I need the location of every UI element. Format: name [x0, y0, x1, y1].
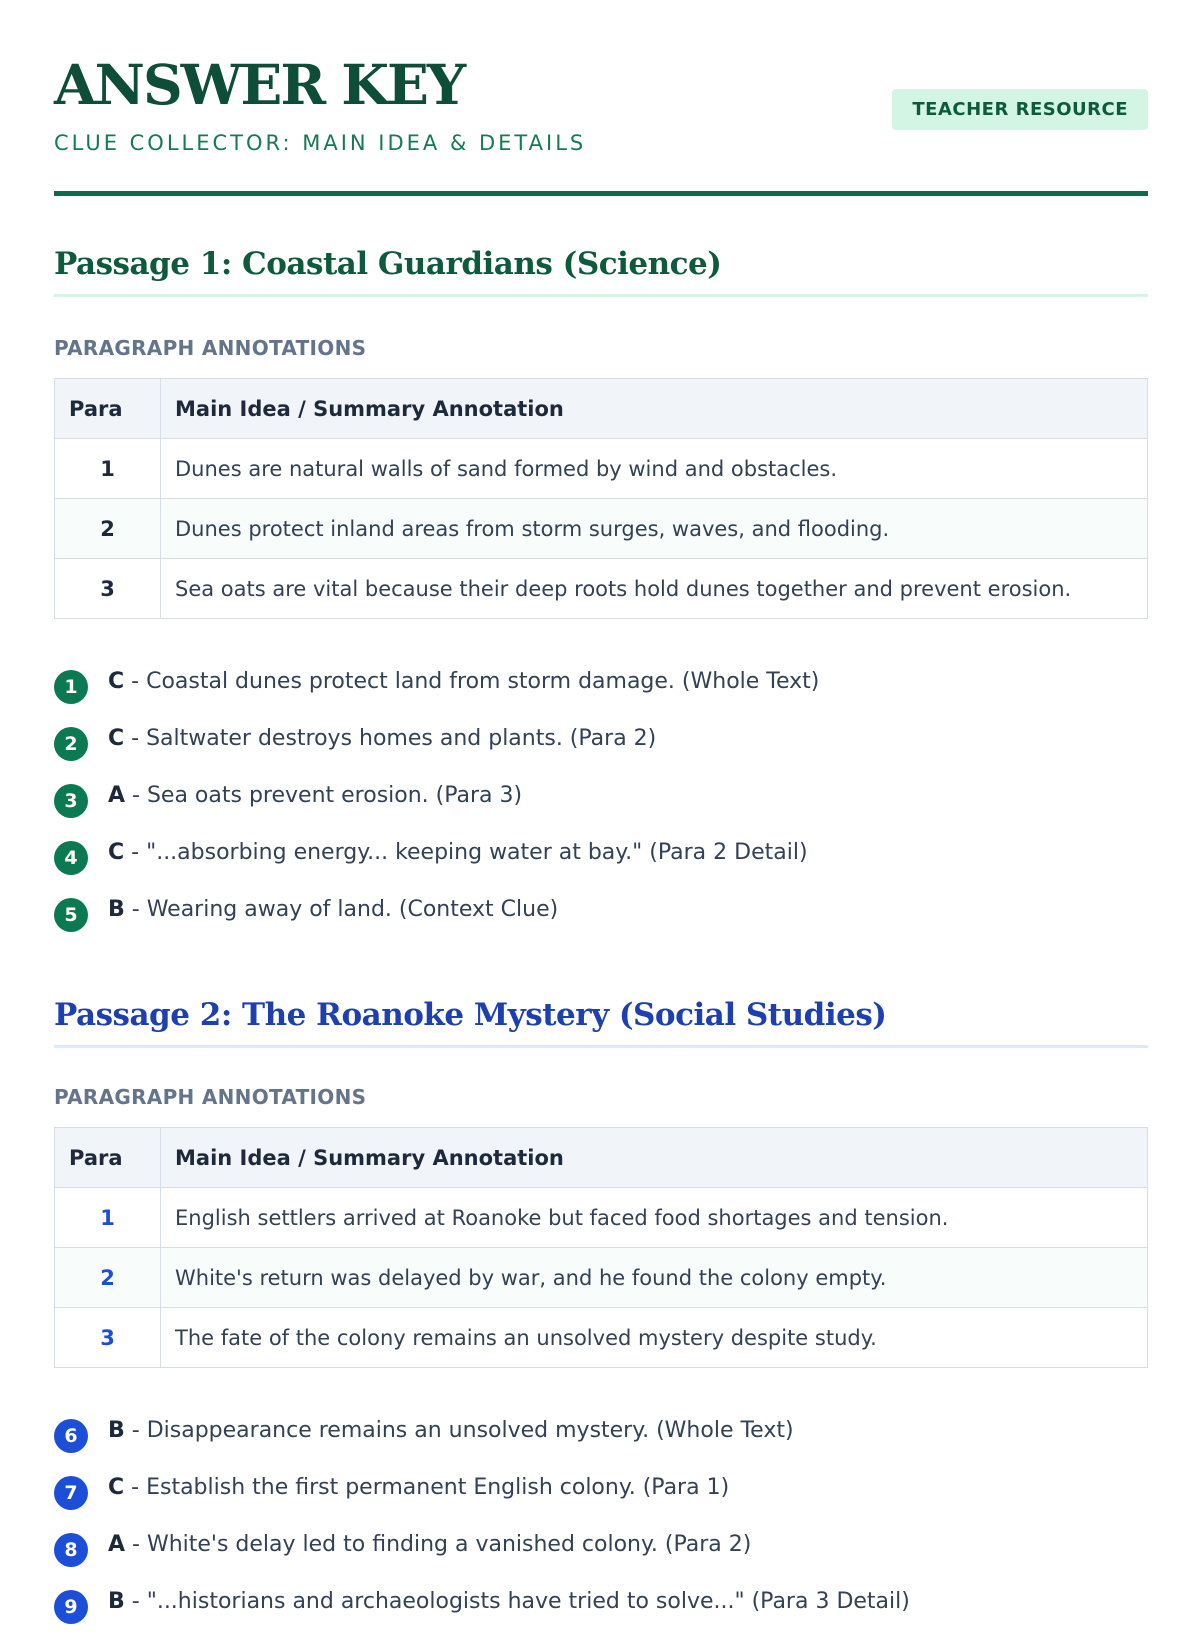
summary-annotation: White's return was delayed by war, and he found the colony empty. — [161, 1248, 1148, 1308]
question-number-badge: 8 — [54, 1533, 88, 1567]
answer-explanation: - White's delay led to finding a vanished colony. (Para 2) — [125, 1532, 752, 1557]
answer-letter: B — [108, 897, 125, 922]
passage-1-annotations-label: PARAGRAPH ANNOTATIONS — [54, 336, 367, 360]
question-number-badge: 3 — [54, 784, 88, 818]
table-row — [55, 439, 1148, 499]
para-number: 3 — [55, 559, 161, 619]
teacher-resource-badge: TEACHER RESOURCE — [892, 89, 1148, 130]
summary-annotation: Dunes are natural walls of sand formed by wind and obstacles. — [161, 439, 1148, 499]
page-title: ANSWER KEY — [54, 52, 465, 117]
summary-column-header: Main Idea / Summary Annotation — [161, 379, 1148, 439]
para-number: 2 — [55, 499, 161, 559]
table-row — [55, 1248, 1148, 1308]
answer-explanation: - Sea oats prevent erosion. (Para 3) — [125, 783, 523, 808]
table-row — [55, 1188, 1148, 1248]
table-row — [55, 1308, 1148, 1368]
question-number-badge: 5 — [54, 898, 88, 932]
answer-explanation: - Disappearance remains an unsolved mystery. (Whole Text) — [124, 1418, 794, 1443]
answer-explanation: - Coastal dunes protect land from storm damage. (Whole Text) — [124, 669, 820, 694]
answer-letter: C — [108, 726, 125, 751]
summary-annotation: English settlers arrived at Roanoke but faced food shortages and tension. — [161, 1188, 1148, 1248]
table-header-row — [55, 379, 1148, 439]
answer-key-page — [54, 0, 1148, 1618]
question-number-badge: 2 — [54, 727, 88, 761]
summary-annotation: Sea oats are vital because their deep roots hold dunes together and prevent erosion. — [161, 559, 1148, 619]
answer-explanation: - "...absorbing energy... keeping water at bay." (Para 2 Detail) — [124, 840, 808, 865]
passage-2-annotations-label: PARAGRAPH ANNOTATIONS — [54, 1085, 367, 1109]
answer-letter: A — [108, 783, 126, 808]
question-number-badge: 7 — [54, 1476, 88, 1510]
passage-2-annotation-table — [54, 1127, 1148, 1368]
question-number-badge: 1 — [54, 670, 88, 704]
para-number: 3 — [55, 1308, 161, 1368]
table-header-row — [55, 1128, 1148, 1188]
page-subtitle: CLUE COLLECTOR: MAIN IDEA & DETAILS — [54, 131, 587, 155]
question-number-badge: 6 — [54, 1419, 88, 1453]
answer-letter: A — [108, 1532, 126, 1557]
passage-1-title: Passage 1: Coastal Guardians (Science) — [54, 246, 1148, 297]
para-number: 2 — [55, 1248, 161, 1308]
answer-explanation: - "...historians and archaeologists have tried to solve..." (Para 3 Detail) — [124, 1589, 910, 1614]
passage-2-title: Passage 2: The Roanoke Mystery (Social Studies) — [54, 997, 1148, 1048]
question-number-badge: 4 — [54, 841, 88, 875]
answer-letter: B — [108, 1589, 125, 1614]
para-number: 1 — [55, 439, 161, 499]
para-number: 1 — [55, 1188, 161, 1248]
para-column-header: Para — [55, 1128, 161, 1188]
question-number-badge: 9 — [54, 1590, 88, 1624]
summary-column-header: Main Idea / Summary Annotation — [161, 1128, 1148, 1188]
summary-annotation: Dunes protect inland areas from storm surges, waves, and flooding. — [161, 499, 1148, 559]
answer-letter: C — [108, 840, 125, 865]
answer-letter: B — [108, 1418, 125, 1443]
passage-1-annotation-table — [54, 378, 1148, 619]
answer-explanation: - Establish the first permanent English colony. (Para 1) — [124, 1475, 730, 1500]
answer-letter: C — [108, 1475, 125, 1500]
answer-letter: C — [108, 669, 125, 694]
answer-explanation: - Saltwater destroys homes and plants. (Para 2) — [124, 726, 657, 751]
page-header — [54, 0, 1148, 196]
summary-annotation: The fate of the colony remains an unsolved mystery despite study. — [161, 1308, 1148, 1368]
table-row — [55, 559, 1148, 619]
table-row — [55, 499, 1148, 559]
answer-explanation: - Wearing away of land. (Context Clue) — [124, 897, 559, 922]
para-column-header: Para — [55, 379, 161, 439]
